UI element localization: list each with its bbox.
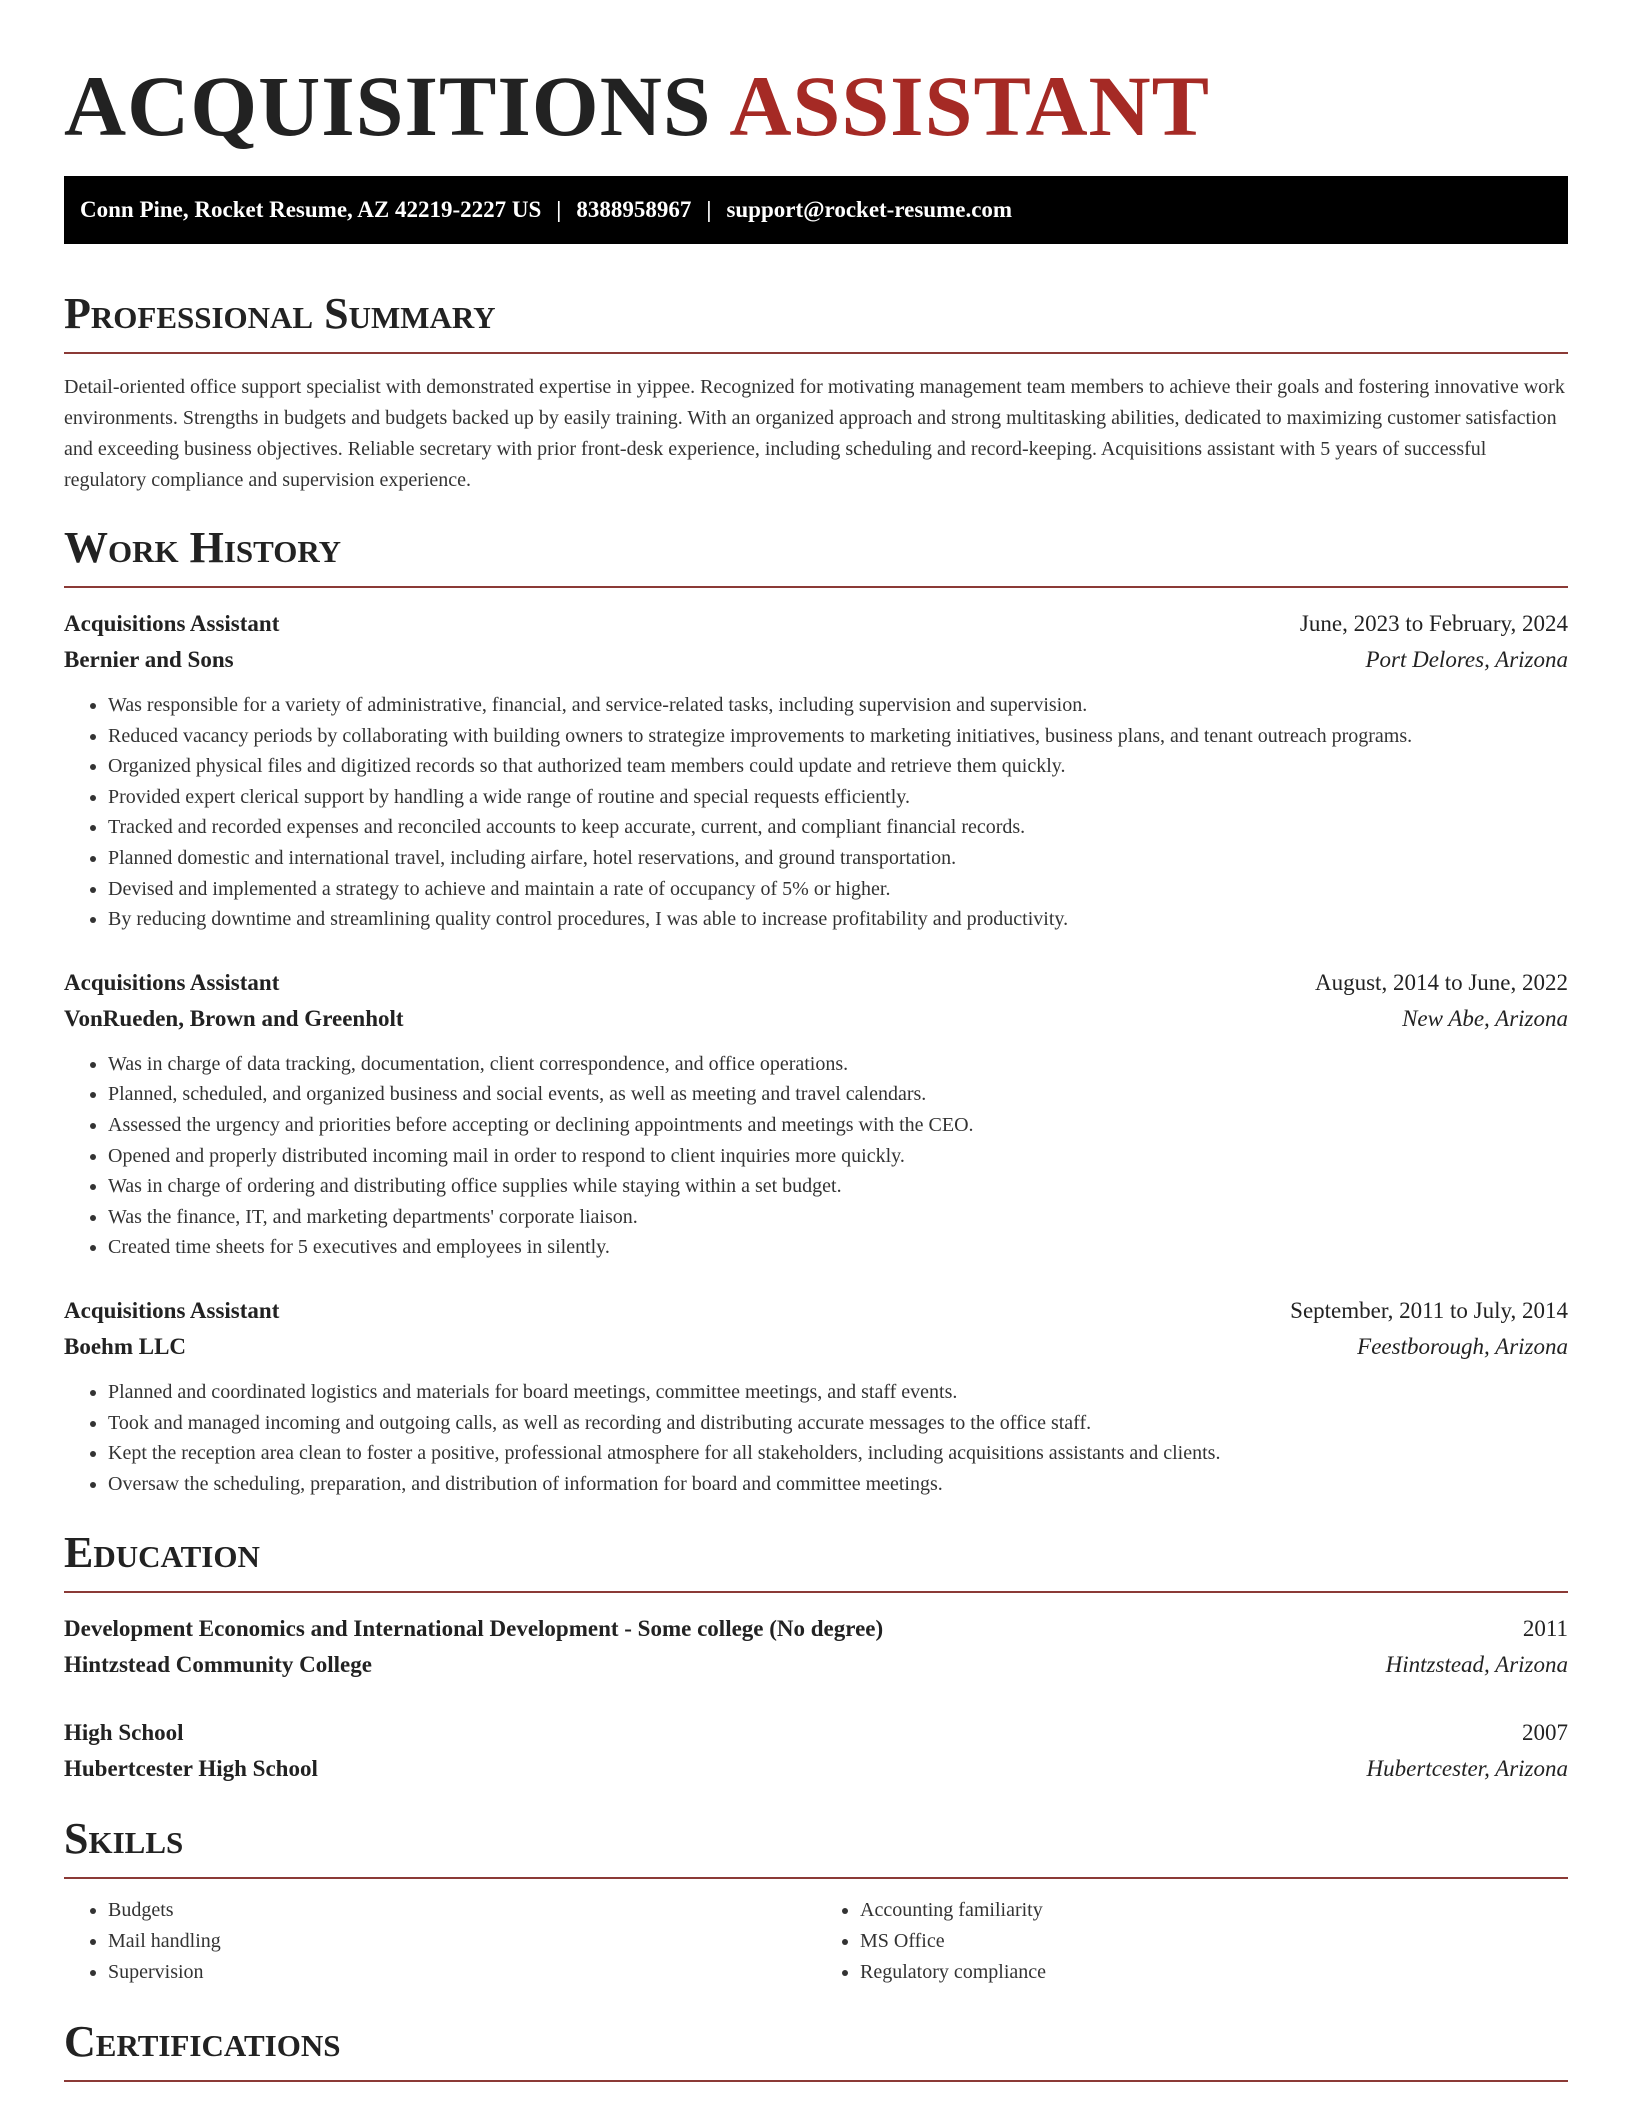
- contact-address: Conn Pine, Rocket Resume, AZ 42219-2227 US: [80, 197, 542, 222]
- resume-title: [64, 0, 1568, 156]
- job-entry: [64, 606, 1568, 935]
- education-degree-row: [64, 1715, 1568, 1751]
- contact-separator: |: [706, 197, 712, 222]
- job-title: Acquisitions Assistant: [64, 969, 280, 995]
- list-item: • Provided expert clerical support by handling a wide range of routine and special requests efficiently.: [108, 782, 1568, 813]
- education-degree: High School: [64, 1720, 184, 1746]
- list-item: • Tracked and recorded expenses and reconciled accounts to keep accurate, current, and compliant financial records.: [108, 812, 1568, 843]
- job-bullets: [64, 1049, 1568, 1263]
- job-company: Bernier and Sons: [64, 647, 234, 672]
- skill-item: • Accounting familiarity: [860, 1895, 1568, 1926]
- list-item: • Was the finance, IT, and marketing departments' corporate liaison.: [108, 1202, 1568, 1233]
- skill-item: • MS Office: [860, 1926, 1568, 1957]
- certifications-heading: Certifications: [64, 2017, 341, 2067]
- job-entry: [64, 965, 1568, 1263]
- skill-item: • Mail handling: [108, 1926, 816, 1957]
- job-header-row: [64, 965, 1568, 1001]
- list-item: • Created time sheets for 5 executives and employees in silently.: [108, 1232, 1568, 1263]
- skills-column-right: [816, 1895, 1568, 1988]
- job-header-row: [64, 606, 1568, 642]
- list-item: • Was in charge of ordering and distributing office supplies while staying within a set budget.: [108, 1171, 1568, 1202]
- job-location: Port Delores, Arizona: [1365, 647, 1568, 672]
- section-divider: [64, 1877, 1568, 1879]
- education-heading: Education: [64, 1528, 260, 1578]
- education-entry: [64, 1715, 1568, 1787]
- job-entry: [64, 1293, 1568, 1499]
- job-title: Acquisitions Assistant: [64, 1297, 280, 1323]
- education-degree: Development Economics and International Development - Some college (No degree): [64, 1616, 884, 1642]
- skill-item: • Supervision: [108, 1957, 816, 1988]
- section-divider: [64, 586, 1568, 588]
- list-item: • Opened and properly distributed incoming mail in order to respond to client inquiries more quickly.: [108, 1141, 1568, 1172]
- job-header-row: [64, 1293, 1568, 1329]
- list-item: • Assessed the urgency and priorities before accepting or declining appointments and meetings with the CEO.: [108, 1110, 1568, 1141]
- education-section: [64, 1525, 1568, 1787]
- job-title: Acquisitions Assistant: [64, 611, 280, 636]
- job-company: VonRueden, Brown and Greenholt: [64, 1005, 404, 1031]
- title-accent: ASSISTANT: [729, 58, 1211, 154]
- job-company: Boehm LLC: [64, 1333, 187, 1359]
- list-item: • Planned and coordinated logistics and materials for board meetings, committee meetings, and staff events.: [108, 1377, 1568, 1408]
- job-location: New Abe, Arizona: [1402, 1005, 1568, 1031]
- work-history-section: [64, 520, 1568, 1499]
- list-item: • Was responsible for a variety of administrative, financial, and service-related tasks, including supervision and supervision.: [108, 690, 1568, 721]
- summary-heading: Professional Summary: [64, 289, 496, 338]
- list-item: • Took and managed incoming and outgoing calls, as well as recording and distributing accurate messages to the office staff.: [108, 1408, 1568, 1439]
- job-dates: September, 2011 to July, 2014: [1290, 1297, 1568, 1323]
- education-school: Hintzstead Community College: [64, 1652, 372, 1678]
- skills-heading: Skills: [64, 1814, 184, 1864]
- education-degree-row: [64, 1611, 1568, 1647]
- list-item: • Devised and implemented a strategy to achieve and maintain a rate of occupancy of 5% or higher.: [108, 874, 1568, 905]
- work-history-heading: Work History: [64, 523, 342, 572]
- education-entry: [64, 1611, 1568, 1683]
- skills-section: [64, 1811, 1568, 1988]
- skills-column-left: [64, 1895, 816, 1988]
- contact-separator: |: [556, 197, 562, 222]
- job-location: Feestborough, Arizona: [1357, 1333, 1568, 1359]
- list-item: • By reducing downtime and streamlining quality control procedures, I was able to increase profitability and productivity.: [108, 904, 1568, 935]
- skill-item: • Regulatory compliance: [860, 1957, 1568, 1988]
- job-company-row: [64, 642, 1568, 678]
- job-bullets: [64, 1377, 1568, 1499]
- section-divider: [64, 2080, 1568, 2082]
- contact-phone: 8388958967: [576, 197, 692, 222]
- job-company-row: [64, 1329, 1568, 1365]
- section-divider: [64, 352, 1568, 354]
- summary-text: Detail-oriented office support specialist with demonstrated expertise in yippee. Recognized for motivating management team members to achieve their goals and fostering innovative work environments. Strengths in budgets and budgets backed up by easily training. With an organized approach and strong multitasking abilities, dedicated to maximizing customer satisfaction and exceeding business objectives. Reliable secretary with prior front-desk experience, including scheduling and record-keeping. Acquisitions assistant with 5 years of successful regulatory compliance and supervision experience.: [64, 376, 1565, 491]
- education-year: 2011: [1522, 1616, 1568, 1642]
- contact-bar: [64, 176, 1568, 244]
- education-location: Hintzstead, Arizona: [1385, 1652, 1568, 1678]
- education-school: Hubertcester High School: [64, 1756, 318, 1782]
- education-location: Hubertcester, Arizona: [1366, 1756, 1568, 1782]
- education-year: 2007: [1522, 1720, 1568, 1746]
- list-item: • Organized physical files and digitized records so that authorized team members could update and retrieve them quickly.: [108, 751, 1568, 782]
- list-item: • Planned domestic and international travel, including airfare, hotel reservations, and ground transportation.: [108, 843, 1568, 874]
- certifications-section: [64, 2014, 1568, 2082]
- education-school-row: [64, 1647, 1568, 1683]
- skill-item: • Budgets: [108, 1895, 816, 1926]
- contact-email: support@rocket-resume.com: [726, 197, 1013, 222]
- list-item: • Reduced vacancy periods by collaborating with building owners to strategize improvements to marketing initiatives, business plans, and tenant outreach programs.: [108, 721, 1568, 752]
- job-dates: June, 2023 to February, 2024: [1299, 611, 1568, 636]
- skills-columns: [64, 1895, 1568, 1988]
- title-main: ACQUISITIONS: [64, 58, 712, 154]
- list-item: • Kept the reception area clean to foster a positive, professional atmosphere for all stakeholders, including acquisitions assistants and clients.: [108, 1438, 1568, 1469]
- job-dates: August, 2014 to June, 2022: [1315, 969, 1568, 995]
- section-divider: [64, 1591, 1568, 1593]
- list-item: • Was in charge of data tracking, documentation, client correspondence, and office operations.: [108, 1049, 1568, 1080]
- education-school-row: [64, 1751, 1568, 1787]
- job-bullets: [64, 690, 1568, 935]
- job-company-row: [64, 1001, 1568, 1037]
- summary-section: [64, 286, 1568, 496]
- list-item: • Oversaw the scheduling, preparation, and distribution of information for board and committee meetings.: [108, 1469, 1568, 1500]
- list-item: • Planned, scheduled, and organized business and social events, as well as meeting and travel calendars.: [108, 1079, 1568, 1110]
